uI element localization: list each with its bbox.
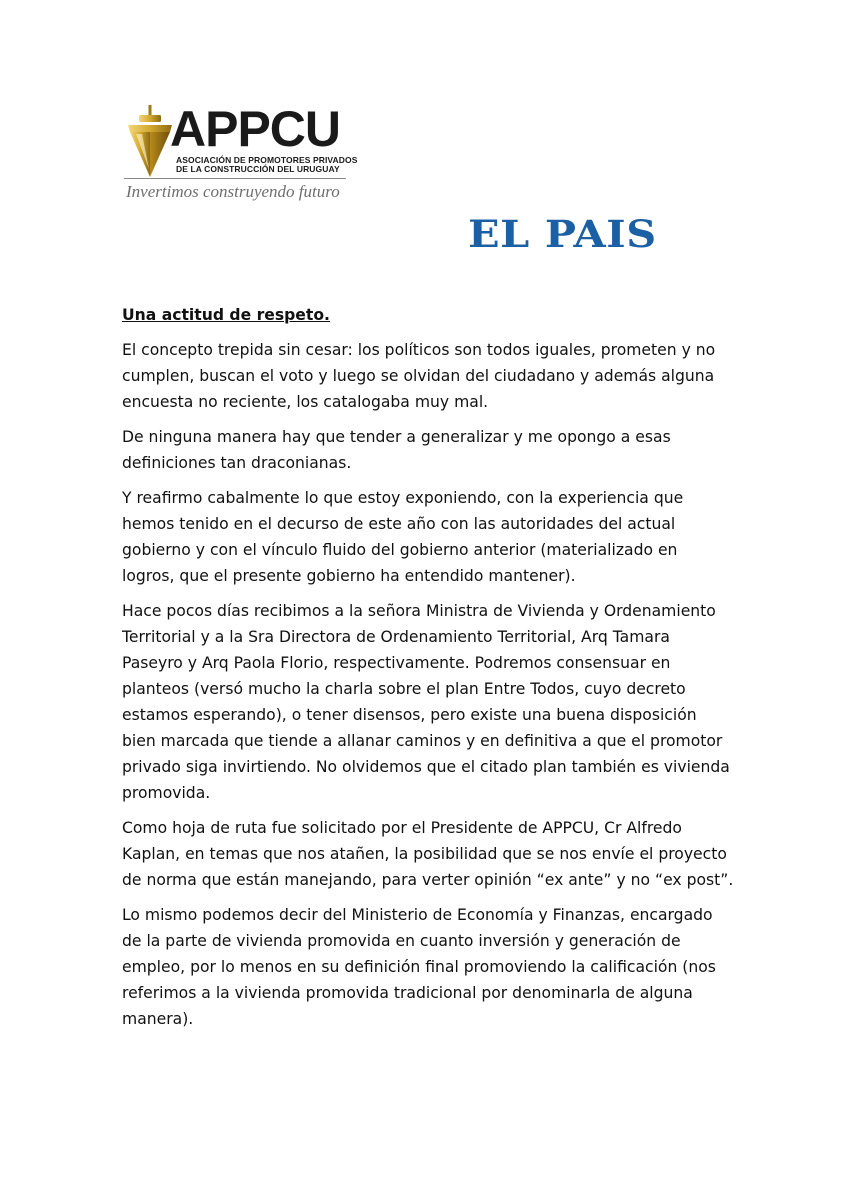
article-paragraph: Hace pocos días recibimos a la señora Ministra de Vivienda y Ordenamiento Territorial y a la Sra Directora de Ordenamiento Territorial, Arq Tamara Paseyro y Arq Paola Florio, respectivamente. Podremos consensuar en planteos (versó mucho la charla sobre el plan Entre Todos, cuyo decreto estamos esperando), o tener disensos, pero existe una buena disposición bien marcada que tiende a allanar caminos y en definitiva a que el promotor privado siga invirtiendo. No olvidemos que el citado plan también es vivienda promovida. [122,602,730,802]
appcu-wordmark: APPCU [170,101,341,157]
article-paragraph: De ninguna manera hay que tender a generalizar y me opongo a esas definiciones tan draconianas. [122,428,671,472]
appcu-subtitle-line-2: DE LA CONSTRUCCIÓN DEL URUGUAY [176,164,340,174]
appcu-tagline: Invertimos construyendo futuro [126,182,340,201]
appcu-logo [124,101,358,208]
appcu-divider [124,178,346,179]
article-paragraph: Como hoja de ruta fue solicitado por el Presidente de APPCU, Cr Alfredo Kaplan, en temas que nos atañen, la posibilidad que se nos envíe el proyecto de norma que están manejando, para verter opinión “ex ante” y no “ex post”. [122,819,734,889]
article-body [122,302,734,1041]
article-paragraph: Y reafirmo cabalmente lo que estoy exponiendo, con la experiencia que hemos tenido en el decurso de este año con las autoridades del actual gobierno y con el vínculo fluido del gobierno anterior (materializado en logros, que el presente gobierno ha entendido mantener). [122,489,684,585]
article-title: Una actitud de respeto. [122,306,330,324]
el-pais-logo: EL PAIS [468,212,657,256]
article-paragraph: El concepto trepida sin cesar: los políticos son todos iguales, prometen y no cumplen, buscan el voto y luego se olvidan del ciudadano y además alguna encuesta no reciente, los catalogaba muy mal. [122,341,716,411]
article-paragraph: Lo mismo podemos decir del Ministerio de Economía y Finanzas, encargado de la parte de vivienda promovida en cuanto inversión y generación de empleo, por lo menos en su definición final promoviendo la calificación (nos referimos a la vivienda promovida tradicional por denominarla de alguna manera). [122,906,716,1028]
appcu-subtitle-line-1: ASOCIACIÓN DE PROMOTORES PRIVADOS [176,155,358,165]
plumb-bob-icon [124,105,176,179]
